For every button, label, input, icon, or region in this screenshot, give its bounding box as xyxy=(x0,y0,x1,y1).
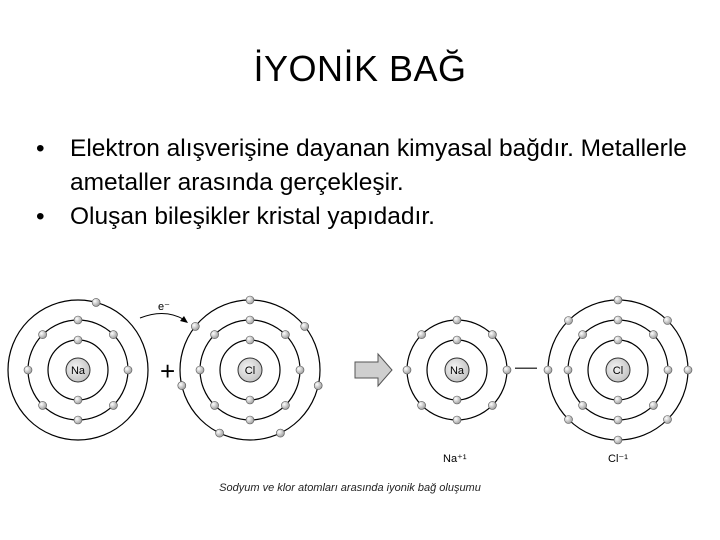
plus-sign: + xyxy=(160,356,176,386)
electron xyxy=(614,396,622,404)
electron xyxy=(565,416,573,424)
atom-cl xyxy=(178,296,322,440)
electron xyxy=(246,336,254,344)
electron xyxy=(614,316,622,324)
electron xyxy=(281,331,289,339)
electron xyxy=(211,331,219,339)
ion-label-na: Na⁺¹ xyxy=(443,453,467,465)
electron xyxy=(579,401,587,409)
electron xyxy=(196,366,204,374)
electron-transfer-arrow xyxy=(140,313,185,320)
electron xyxy=(109,331,117,339)
electron-arrow-head xyxy=(180,316,188,323)
electron xyxy=(281,401,289,409)
diagram-caption: Sodyum ve klor atomları arasında iyonik bağ oluşumu xyxy=(219,482,481,494)
electron xyxy=(488,331,496,339)
electron xyxy=(544,366,552,374)
electron xyxy=(24,366,32,374)
electron xyxy=(488,401,496,409)
electron xyxy=(418,331,426,339)
electron xyxy=(74,336,82,344)
electron xyxy=(684,366,692,374)
electron xyxy=(614,336,622,344)
electron xyxy=(109,401,117,409)
atom-na xyxy=(8,298,148,440)
slide-title: İYONİK BAĞ xyxy=(253,48,467,89)
electron xyxy=(614,296,622,304)
electron xyxy=(453,336,461,344)
electron xyxy=(211,401,219,409)
electron xyxy=(453,316,461,324)
electron xyxy=(664,416,672,424)
ion-cl xyxy=(544,296,692,444)
electron xyxy=(246,316,254,324)
electron xyxy=(649,331,657,339)
ion-na xyxy=(403,316,511,424)
electron xyxy=(74,396,82,404)
atom-symbol: Cl xyxy=(612,365,624,377)
electron xyxy=(664,317,672,325)
electron xyxy=(503,366,511,374)
electron xyxy=(124,366,132,374)
electron xyxy=(649,401,657,409)
electron xyxy=(74,416,82,424)
electron xyxy=(453,396,461,404)
electron xyxy=(453,416,461,424)
electron xyxy=(579,331,587,339)
electron xyxy=(92,298,100,306)
electron xyxy=(614,416,622,424)
electron xyxy=(246,396,254,404)
electron xyxy=(565,317,573,325)
electron-label: e⁻ xyxy=(158,301,170,313)
bullet-list xyxy=(30,132,710,234)
electron xyxy=(74,316,82,324)
minus-sign: — xyxy=(515,354,537,379)
electron xyxy=(403,366,411,374)
electron xyxy=(564,366,572,374)
reaction-arrow xyxy=(355,354,392,386)
electron xyxy=(664,366,672,374)
atom-symbol: Cl xyxy=(244,365,256,377)
electron xyxy=(178,382,186,390)
electron xyxy=(246,416,254,424)
electron xyxy=(39,401,47,409)
atom-symbol: Na xyxy=(449,365,465,377)
electron xyxy=(614,436,622,444)
electron xyxy=(314,382,322,390)
atom-symbol: Na xyxy=(70,365,86,377)
electron xyxy=(418,401,426,409)
electron xyxy=(276,429,284,437)
bullet-item-2: • Oluşan bileşikler kristal yapıdadır. xyxy=(30,200,710,234)
electron xyxy=(39,331,47,339)
electron xyxy=(301,322,309,330)
electron xyxy=(296,366,304,374)
electron xyxy=(246,296,254,304)
bullet-item-1: • Elektron alışverişine dayanan kimyasal bağdır. Metallerle ametaller arasında gerçekleşir. xyxy=(30,132,710,200)
ion-label-cl: Cl⁻¹ xyxy=(608,453,628,465)
electron xyxy=(216,429,224,437)
electron xyxy=(191,322,199,330)
